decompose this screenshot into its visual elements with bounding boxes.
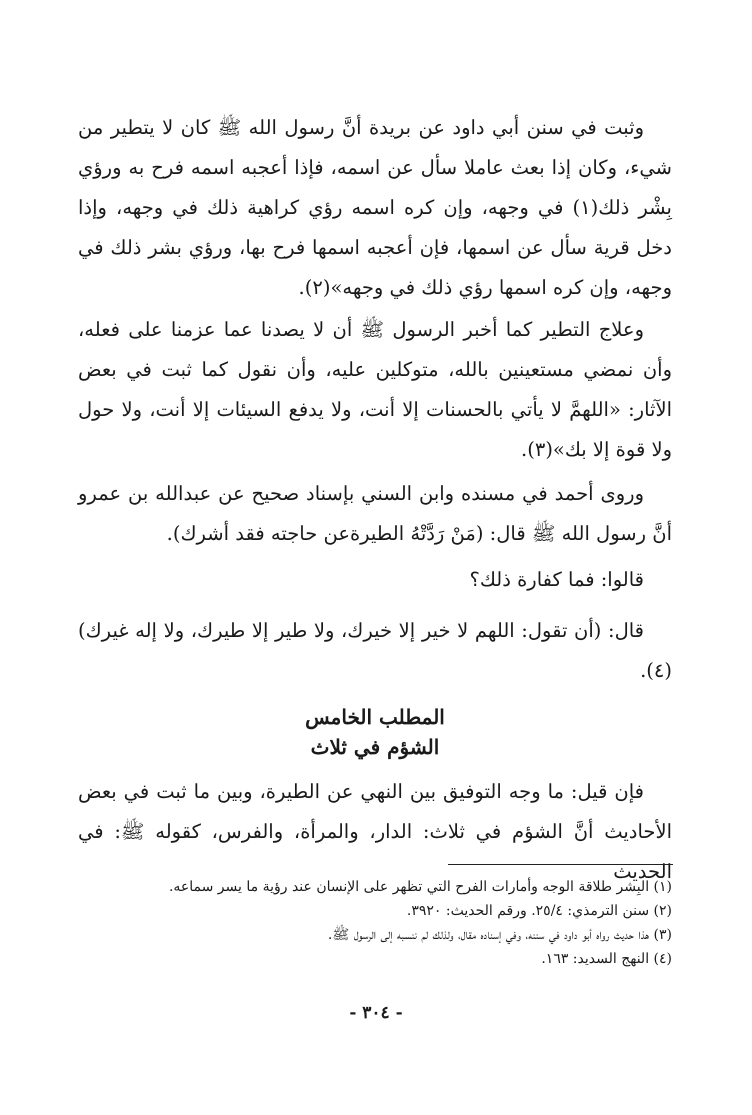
paragraph-2: وعلاج التطير كما أخبر الرسول ﷺ أن لا يصدنا عما عزمنا على فعله، وأن نمضي مستعينين بالله، متوكلين عليه، وأن نقول كما ثبت في بعض الآثار: «اللهمَّ لا يأتي بالحسنات إلا أنت، ولا يدفع السيئات إلا أنت، ولا حول ولا قوة إلا بك»(٣).: [78, 318, 672, 461]
footnote-3: (٣) هذا حديث رواه أبو داود في سننه، وفي إسناده مقال، ولذلك لم ننسبه إلى الرسول ﷺ.: [327, 927, 672, 943]
footnote-1: (١) البِشر طلاقة الوجه وأمارات الفرح التي تظهر على الإنسان عند رؤية ما يسر سماعه.: [168, 879, 672, 895]
paragraph-5: قال: (أن تقول: اللهم لا خير إلا خيرك، ولا طير إلا طيرك، ولا إله غيرك)(٤).: [78, 619, 672, 682]
page-number: - ٣٠٤ -: [349, 1003, 403, 1023]
footnote-divider: [448, 864, 673, 865]
section-subtitle: الشؤم في ثلاث: [310, 735, 440, 759]
section-title: المطلب الخامس: [305, 705, 445, 729]
footnotes: [78, 875, 672, 971]
paragraph-4: قالوا: فما كفارة ذلك؟: [469, 568, 644, 591]
paragraph-6: فإن قيل: ما وجه التوفيق بين النهي عن الطيرة، وبين ما ثبت في بعض الأحاديث أنَّ الشؤم في ثلاث: الدار، والمرأة، والفرس، كقوله ﷺ: في الحديث: [78, 780, 672, 883]
paragraph-3: وروى أحمد في مسنده وابن السني بإسناد صحيح عن عبدالله بن عمرو أنَّ رسول الله ﷺ قال: (مَنْ رَدَّتْهُ الطيرةعن حاجته فقد أشرك).: [78, 482, 672, 545]
footnote-4: (٤) النهج السديد: ١٦٣.: [541, 951, 672, 967]
footnote-2: (٢) سنن الترمذي: ٢٥/٤. ورقم الحديث: ٣٩٢٠.: [406, 903, 672, 919]
paragraph-1: وثبت في سنن أبي داود عن بريدة أنَّ رسول الله ﷺ كان لا يتطير من شيء، وكان إذا بعث عاملا سأل عن اسمه، فإذا أعجبه اسمه فرح به ورؤي بِشْر ذلك(١) في وجهه، وإن كره اسمه رؤي كراهية ذلك في وجهه، وإذا دخل قرية سأل عن اسمها، فإن أعجبه اسمها فرح بها، ورؤي بشر ذلك في وجهه، وإن كره اسمها رؤي ذلك في وجهه»(٢).: [78, 116, 672, 299]
